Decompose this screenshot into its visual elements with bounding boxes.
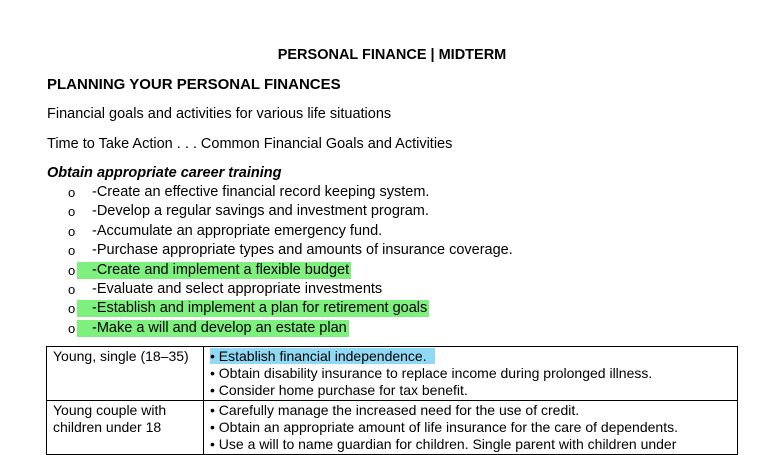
life-stage-cell: Young couple with children under 18 bbox=[47, 401, 204, 455]
career-training-subheading: Obtain appropriate career training bbox=[47, 165, 282, 181]
bullet-marker-icon: o bbox=[68, 320, 76, 336]
life-stage-goals-table bbox=[46, 346, 738, 455]
action-text: • Obtain disability insurance to replace income during prolonged illness. bbox=[210, 365, 653, 381]
bullet-marker-icon: o bbox=[68, 281, 76, 297]
action-item bbox=[210, 348, 732, 365]
action-text: • Carefully manage the increased need for the use of credit. bbox=[210, 402, 580, 418]
bullet-marker-icon: o bbox=[68, 204, 76, 220]
action-item bbox=[210, 402, 732, 419]
bullet-text: -Make a will and develop an estate plan bbox=[92, 319, 347, 336]
life-stage-cell: Young, single (18–35) bbox=[47, 347, 204, 401]
action-text: • Obtain an appropriate amount of life insurance for the care of dependents. bbox=[210, 419, 678, 435]
action-item bbox=[210, 365, 732, 382]
intro-paragraph: Financial goals and activities for various life situations bbox=[47, 106, 392, 122]
bullet-text: -Create and implement a flexible budget bbox=[92, 261, 350, 278]
action-item bbox=[210, 419, 732, 436]
bullet-marker-icon: o bbox=[68, 262, 76, 278]
action-text: • Establish financial independence. bbox=[210, 348, 435, 364]
bullet-marker-icon: o bbox=[68, 301, 76, 317]
bullet-text: -Accumulate an appropriate emergency fund. bbox=[92, 222, 383, 239]
actions-cell bbox=[204, 401, 738, 455]
goals-table-body bbox=[47, 347, 738, 455]
bullet-text: -Evaluate and select appropriate investments bbox=[92, 280, 383, 297]
bullet-marker-icon: o bbox=[68, 185, 76, 200]
bullet-marker-icon: o bbox=[68, 223, 76, 239]
section-heading: PLANNING YOUR PERSONAL FINANCES bbox=[47, 76, 341, 93]
actions-cell bbox=[204, 347, 738, 401]
action-text: • Consider home purchase for tax benefit. bbox=[210, 382, 468, 398]
bullet-text: -Establish and implement a plan for retirement goals bbox=[92, 300, 428, 317]
document-title: PERSONAL FINANCE | MIDTERM bbox=[277, 47, 507, 63]
bullet-text: -Purchase appropriate types and amounts of insurance coverage. bbox=[92, 242, 513, 259]
bullet-text: -Create an effective financial record keeping system. bbox=[92, 184, 430, 200]
action-paragraph: Time to Take Action . . . Common Financial Goals and Activities bbox=[47, 136, 453, 152]
action-text: • Use a will to name guardian for children. Single parent with children under bbox=[210, 436, 677, 452]
table-row bbox=[47, 347, 738, 401]
bullet-text: -Develop a regular savings and investment program. bbox=[92, 203, 429, 220]
bullet-marker-icon: o bbox=[68, 243, 76, 259]
action-item bbox=[210, 382, 732, 399]
action-item bbox=[210, 436, 732, 453]
table-row bbox=[47, 401, 738, 455]
